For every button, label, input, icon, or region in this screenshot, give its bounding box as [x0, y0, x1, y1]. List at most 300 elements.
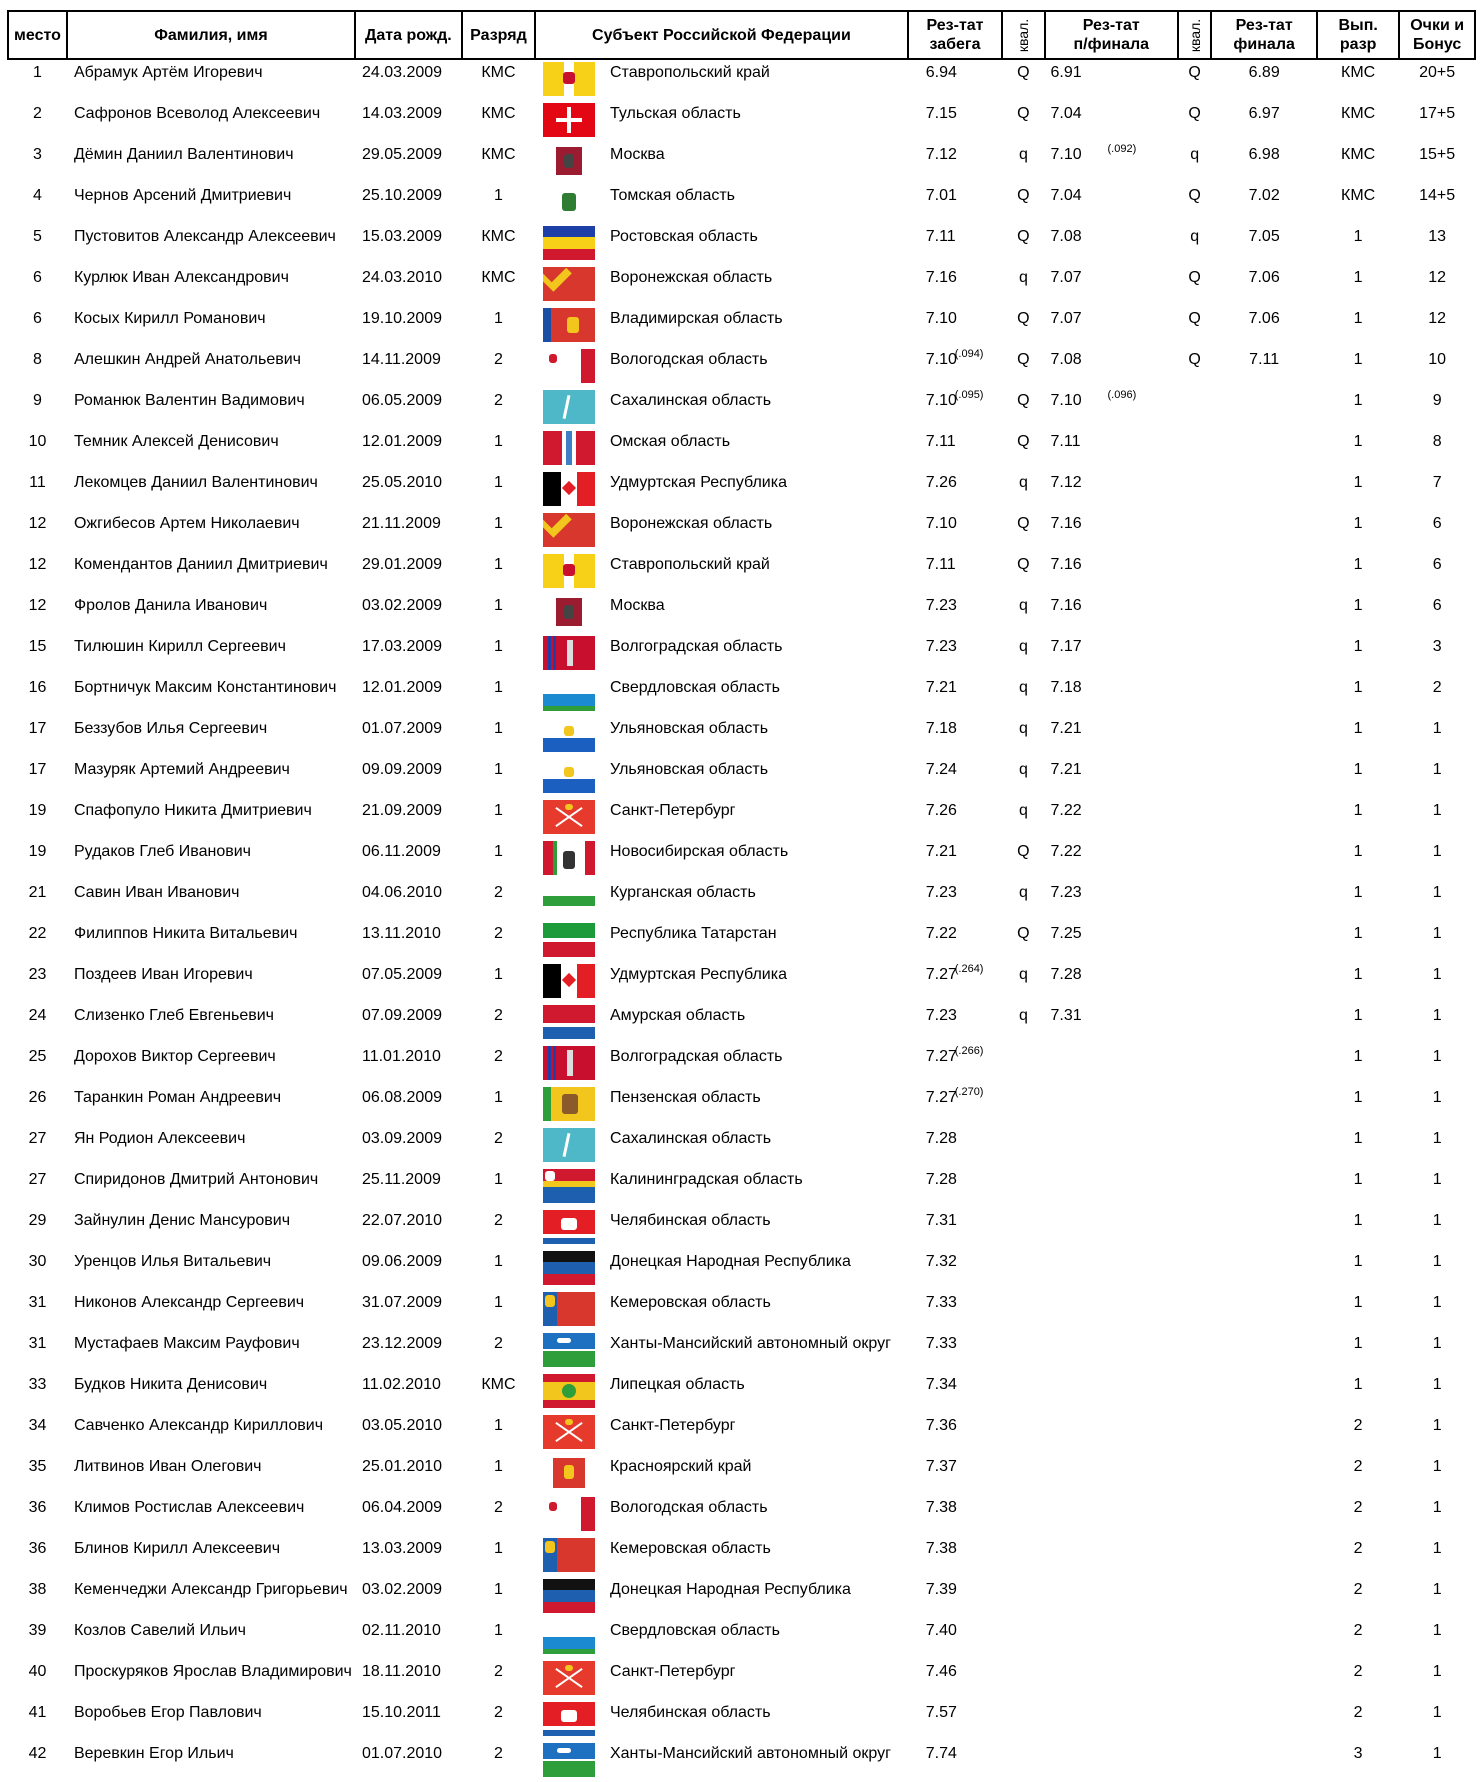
points-cell-text: 3 [1432, 638, 1442, 655]
athlete-name [67, 265, 355, 306]
points-cell [1399, 1085, 1475, 1126]
semi-result [1045, 1413, 1178, 1454]
birth-date [355, 1495, 462, 1536]
region-name [603, 593, 908, 634]
qualification-1 [1002, 1536, 1044, 1577]
semi-result [1045, 388, 1178, 429]
rank-cell [462, 634, 535, 675]
vladimir-flag [543, 308, 595, 342]
birth-date-text: 15.10.2011 [361, 1704, 441, 1721]
athlete-name [67, 183, 355, 224]
semi-result [1045, 921, 1178, 962]
region-name-text: Донецкая Народная Республика [609, 1581, 851, 1598]
earned-rank [1317, 593, 1399, 634]
earned-rank [1317, 1126, 1399, 1167]
final-result-text [1211, 552, 1317, 556]
earned-rank [1317, 1085, 1399, 1126]
birth-date-text: 31.07.2009 [361, 1294, 443, 1311]
athlete-name [67, 511, 355, 552]
heat-result [908, 183, 1003, 224]
qualification-2 [1178, 1536, 1211, 1577]
rank-cell-text: 2 [493, 1335, 503, 1352]
rank-cell [462, 265, 535, 306]
semi-result-text: 7.28 [1050, 966, 1082, 983]
birth-date [355, 1454, 462, 1495]
qualification-2 [1178, 1700, 1211, 1741]
place-cell-text: 35 [28, 1458, 47, 1475]
birth-date-text: 12.01.2009 [361, 433, 443, 450]
birth-date [355, 880, 462, 921]
athlete-name [67, 757, 355, 798]
final-result [1211, 1741, 1317, 1782]
volgograd-flag [543, 1046, 595, 1080]
semi-result-text: 7.23 [1050, 884, 1082, 901]
omsk-flag [543, 431, 595, 465]
qualification-2 [1178, 798, 1211, 839]
qualification-2 [1178, 1372, 1211, 1413]
heat-result [908, 962, 1003, 1003]
rank-cell-text: КМС [481, 1376, 516, 1393]
earned-rank-text: 1 [1353, 638, 1363, 655]
semi-result-text: 7.16 [1050, 556, 1082, 573]
heat-result-text: 7.01 [925, 187, 957, 204]
heat-result-text: 7.28 [925, 1130, 957, 1147]
final-result [1211, 1495, 1317, 1536]
final-result-text [1211, 675, 1317, 679]
heat-result-text: 7.32 [925, 1253, 957, 1270]
qualification-1-text: q [1018, 679, 1028, 696]
final-result-text [1211, 593, 1317, 597]
table-row [8, 1085, 1475, 1126]
semi-result [1045, 839, 1178, 880]
table-row [8, 1249, 1475, 1290]
region-name [603, 183, 908, 224]
region-name [603, 1495, 908, 1536]
qualification-1-text: Q [1017, 64, 1030, 81]
birth-date [355, 511, 462, 552]
points-cell [1399, 798, 1475, 839]
athlete-name-text: Спиридонов Дмитрий Антонович [73, 1171, 319, 1188]
table-row [8, 962, 1475, 1003]
rank-cell-text: 2 [493, 1007, 503, 1024]
final-result-text [1211, 1290, 1317, 1294]
region-name-text: Курганская область [609, 884, 756, 901]
volgograd-flag [543, 636, 595, 670]
qualification-2 [1178, 1577, 1211, 1618]
final-result-text [1211, 1085, 1317, 1089]
region-name [603, 1331, 908, 1372]
birth-date [355, 1126, 462, 1167]
qualification-2-text [1178, 1372, 1211, 1376]
earned-rank [1317, 1290, 1399, 1331]
place-cell-text: 16 [28, 679, 47, 696]
semi-result [1045, 1003, 1178, 1044]
qualification-2-text [1178, 1126, 1211, 1130]
qualification-2-text [1178, 1290, 1211, 1294]
points-cell [1399, 1167, 1475, 1208]
final-result [1211, 101, 1317, 142]
earned-rank-text: 2 [1353, 1499, 1363, 1516]
qualification-2 [1178, 675, 1211, 716]
qualification-1-text: Q [1017, 392, 1030, 409]
athlete-name-text: Бортничук Максим Константинович [73, 679, 337, 696]
earned-rank-text: 1 [1353, 515, 1363, 532]
heat-result-text: 7.11 [925, 228, 956, 245]
heat-result-text: 7.21 [925, 679, 957, 696]
earned-rank [1317, 1249, 1399, 1290]
birth-date-text: 14.03.2009 [361, 105, 443, 122]
place-cell-text: 10 [28, 433, 47, 450]
header-name: Фамилия, имя [67, 11, 355, 59]
rank-cell-text: 1 [493, 1622, 503, 1639]
rank-cell-text: КМС [481, 228, 516, 245]
birth-date-text: 19.10.2009 [361, 310, 443, 327]
region-name-text: Владимирская область [609, 310, 783, 327]
points-cell-text: 1 [1432, 1581, 1442, 1598]
flag [535, 1413, 603, 1454]
earned-rank-text: 1 [1353, 597, 1363, 614]
birth-date [355, 593, 462, 634]
rank-cell-text: 1 [493, 310, 503, 327]
earned-rank-text: 1 [1353, 1376, 1363, 1393]
rank-cell [462, 1085, 535, 1126]
birth-date-text: 25.05.2010 [361, 474, 443, 491]
reaction-time-note: (.270) [954, 1086, 984, 1098]
qualification-2 [1178, 1618, 1211, 1659]
table-row [8, 429, 1475, 470]
place-cell [8, 183, 67, 224]
semi-result-text [1051, 1741, 1178, 1745]
table-row [8, 101, 1475, 142]
region-name-text: Ханты-Мансийский автономный округ [609, 1745, 891, 1762]
birth-date-text: 02.11.2010 [361, 1622, 441, 1639]
birth-date-text: 24.03.2009 [361, 64, 443, 81]
final-result [1211, 1167, 1317, 1208]
rank-cell [462, 1659, 535, 1700]
rank-cell-text: 1 [493, 1171, 503, 1188]
heat-result-text: 7.23 [925, 884, 957, 901]
semi-result [1045, 59, 1178, 101]
qualification-1 [1002, 1700, 1044, 1741]
region-name [603, 1741, 908, 1782]
qualification-1-text: q [1018, 474, 1028, 491]
qualification-2-text [1178, 1577, 1211, 1581]
region-name-text: Санкт-Петербург [609, 802, 736, 819]
heat-result [908, 1454, 1003, 1495]
athlete-name [67, 1618, 355, 1659]
semi-result [1045, 1618, 1178, 1659]
heat-result-text: 7.34 [925, 1376, 957, 1393]
points-cell-text: 6 [1432, 515, 1442, 532]
qualification-1-text [1002, 1536, 1044, 1540]
flag [535, 306, 603, 347]
rank-cell [462, 224, 535, 265]
points-cell [1399, 1659, 1475, 1700]
place-cell [8, 798, 67, 839]
reaction-time-note: (.264) [954, 963, 984, 975]
qualification-1 [1002, 511, 1044, 552]
region-name-text: Республика Татарстан [609, 925, 777, 942]
birth-date-text: 15.03.2009 [361, 228, 443, 245]
earned-rank [1317, 1167, 1399, 1208]
sverdlovsk-flag [543, 677, 595, 711]
qualification-2 [1178, 59, 1211, 101]
qualification-2-text [1178, 593, 1211, 597]
flag [535, 839, 603, 880]
points-cell [1399, 839, 1475, 880]
birth-date-text: 17.03.2009 [361, 638, 443, 655]
semi-result-text: 6.91 [1050, 64, 1082, 81]
semi-result-text [1051, 1454, 1178, 1458]
points-cell [1399, 1208, 1475, 1249]
rostov-flag [543, 226, 595, 260]
final-result-text: 7.02 [1248, 187, 1280, 204]
region-name-text: Красноярский край [609, 1458, 752, 1475]
region-name [603, 1167, 908, 1208]
header-qual-2-label: квал. [1187, 18, 1204, 52]
earned-rank [1317, 1044, 1399, 1085]
qualification-1 [1002, 347, 1044, 388]
rank-cell [462, 429, 535, 470]
qualification-1-text [1002, 1126, 1044, 1130]
athlete-name [67, 1536, 355, 1577]
place-cell [8, 1495, 67, 1536]
semi-result-text [1051, 1331, 1178, 1335]
final-result-text [1211, 921, 1317, 925]
region-name [603, 142, 908, 183]
earned-rank [1317, 880, 1399, 921]
birth-date [355, 634, 462, 675]
qualification-2-text [1178, 1618, 1211, 1622]
athlete-name-text: Рудаков Глеб Иванович [73, 843, 251, 860]
qualification-1 [1002, 921, 1044, 962]
rank-cell [462, 1044, 535, 1085]
points-cell-text: 1 [1432, 1663, 1442, 1680]
ulyanovsk-flag [543, 718, 595, 752]
qualification-1 [1002, 470, 1044, 511]
heat-result [908, 1372, 1003, 1413]
birth-date [355, 839, 462, 880]
region-name-text: Пензенская область [609, 1089, 761, 1106]
birth-date [355, 224, 462, 265]
athlete-name-text: Уренцов Илья Витальевич [73, 1253, 272, 1270]
table-row [8, 1126, 1475, 1167]
final-result [1211, 1372, 1317, 1413]
earned-rank [1317, 1413, 1399, 1454]
earned-rank [1317, 552, 1399, 593]
points-cell [1399, 962, 1475, 1003]
flag [535, 552, 603, 593]
rank-cell [462, 1290, 535, 1331]
final-result-text: 6.97 [1248, 105, 1280, 122]
voronezh-flag [543, 513, 595, 547]
birth-date-text: 29.01.2009 [361, 556, 443, 573]
place-cell [8, 142, 67, 183]
final-result-text [1211, 388, 1317, 392]
qualification-2 [1178, 1495, 1211, 1536]
semi-result [1045, 962, 1178, 1003]
table-row [8, 470, 1475, 511]
rank-cell [462, 347, 535, 388]
qualification-2-text [1178, 634, 1211, 638]
earned-rank-text: 1 [1353, 556, 1363, 573]
flag [535, 470, 603, 511]
birth-date [355, 552, 462, 593]
birth-date [355, 1167, 462, 1208]
heat-result-text: 7.27 [925, 1089, 957, 1106]
athlete-name-text: Темник Алексей Денисович [73, 433, 279, 450]
heat-result-text: 6.94 [925, 64, 957, 81]
flag [535, 675, 603, 716]
qualification-1 [1002, 1249, 1044, 1290]
qualification-1-text: Q [1017, 351, 1030, 368]
table-row [8, 224, 1475, 265]
points-cell-text: 1 [1432, 1458, 1442, 1475]
flag [535, 1618, 603, 1659]
final-result [1211, 1618, 1317, 1659]
rank-cell [462, 1167, 535, 1208]
points-cell-text: 7 [1432, 474, 1442, 491]
athlete-name-text: Будков Никита Денисович [73, 1376, 268, 1393]
qualification-2 [1178, 839, 1211, 880]
birth-date-text: 03.09.2009 [361, 1130, 443, 1147]
qualification-1-text [1002, 1577, 1044, 1581]
semi-result [1045, 1741, 1178, 1782]
athlete-name-text: Филиппов Никита Витальевич [73, 925, 298, 942]
region-name [603, 798, 908, 839]
heat-result-text: 7.26 [925, 474, 957, 491]
qualification-2-text [1178, 675, 1211, 679]
birth-date [355, 716, 462, 757]
final-result [1211, 183, 1317, 224]
qualification-2-text [1178, 1331, 1211, 1335]
semi-result [1045, 101, 1178, 142]
place-cell-text: 11 [29, 474, 46, 491]
tomsk-flag [543, 185, 595, 219]
athlete-name [67, 1167, 355, 1208]
earned-rank-text: 2 [1353, 1540, 1363, 1557]
place-cell [8, 921, 67, 962]
semi-result-text: 7.18 [1050, 679, 1082, 696]
qualification-2-text [1178, 388, 1211, 392]
place-cell [8, 1413, 67, 1454]
region-name-text: Челябинская область [609, 1212, 771, 1229]
place-cell [8, 839, 67, 880]
points-cell-text: 1 [1432, 966, 1442, 983]
semi-result-text [1051, 1044, 1178, 1048]
semi-result-text: 7.31 [1050, 1007, 1082, 1024]
spb-flag [543, 800, 595, 834]
region-name-text: Санкт-Петербург [609, 1417, 736, 1434]
heat-result [908, 757, 1003, 798]
rank-cell [462, 1249, 535, 1290]
final-result-text [1211, 1372, 1317, 1376]
qualification-1 [1002, 1454, 1044, 1495]
rank-cell-text: 2 [493, 1745, 503, 1762]
semi-result [1045, 347, 1178, 388]
place-cell [8, 1372, 67, 1413]
earned-rank-text: КМС [1341, 146, 1376, 163]
region-name [603, 1290, 908, 1331]
region-name [603, 1700, 908, 1741]
semi-result-text: 7.07 [1050, 269, 1082, 286]
table-row [8, 1208, 1475, 1249]
birth-date-text: 03.02.2009 [361, 597, 443, 614]
penza-flag [543, 1087, 595, 1121]
rank-cell [462, 1454, 535, 1495]
qualification-2-text [1178, 962, 1211, 966]
points-cell [1399, 757, 1475, 798]
semi-result [1045, 1167, 1178, 1208]
voronezh-flag [543, 267, 595, 301]
athlete-name-text: Кеменчеджи Александр Григорьевич [73, 1581, 348, 1598]
amur-flag [543, 1005, 595, 1039]
athlete-name [67, 1741, 355, 1782]
place-cell-text: 17 [28, 720, 47, 737]
birth-date [355, 1700, 462, 1741]
athlete-name [67, 962, 355, 1003]
heat-result-text: 7.18 [925, 720, 957, 737]
qualification-2 [1178, 265, 1211, 306]
place-cell-text: 39 [28, 1622, 47, 1639]
qualification-2-text [1178, 1003, 1211, 1007]
heat-result [908, 1495, 1003, 1536]
semi-result [1045, 1208, 1178, 1249]
athlete-name-text: Спафопуло Никита Дмитриевич [73, 802, 312, 819]
place-cell [8, 1331, 67, 1372]
place-cell-text: 23 [28, 966, 47, 983]
qualification-1 [1002, 1577, 1044, 1618]
qualification-1-text [1002, 1208, 1044, 1212]
earned-rank-text: 1 [1353, 1089, 1363, 1106]
region-name-text: Тульская область [609, 105, 741, 122]
place-cell-text: 12 [28, 515, 47, 532]
qualification-2-text [1178, 511, 1211, 515]
flag [535, 1495, 603, 1536]
heat-result [908, 142, 1003, 183]
flag [535, 1208, 603, 1249]
earned-rank [1317, 1618, 1399, 1659]
earned-rank [1317, 388, 1399, 429]
qualification-2-text [1178, 1659, 1211, 1663]
kemerovo-flag [543, 1292, 595, 1326]
athlete-name [67, 1331, 355, 1372]
flag [535, 1249, 603, 1290]
flag [535, 429, 603, 470]
qualification-2-text [1178, 552, 1211, 556]
semi-result-text: 7.10 [1050, 146, 1082, 163]
qualification-1-text: q [1018, 884, 1028, 901]
qualification-2 [1178, 1290, 1211, 1331]
earned-rank-text: 1 [1353, 1212, 1363, 1229]
heat-result-text: 7.10 [925, 515, 957, 532]
final-result [1211, 429, 1317, 470]
qualification-1-text: Q [1017, 228, 1030, 245]
qualification-2-text [1178, 1741, 1211, 1745]
earned-rank [1317, 716, 1399, 757]
flag [535, 1577, 603, 1618]
athlete-name [67, 1085, 355, 1126]
final-result-text: 7.05 [1248, 228, 1280, 245]
rank-cell-text: 1 [493, 1417, 503, 1434]
semi-result [1045, 1290, 1178, 1331]
place-cell [8, 101, 67, 142]
place-cell-text: 2 [33, 105, 42, 122]
final-result-text [1211, 1659, 1317, 1663]
region-name [603, 388, 908, 429]
sakhalin-flag [543, 390, 595, 424]
place-cell-text: 38 [28, 1581, 47, 1598]
